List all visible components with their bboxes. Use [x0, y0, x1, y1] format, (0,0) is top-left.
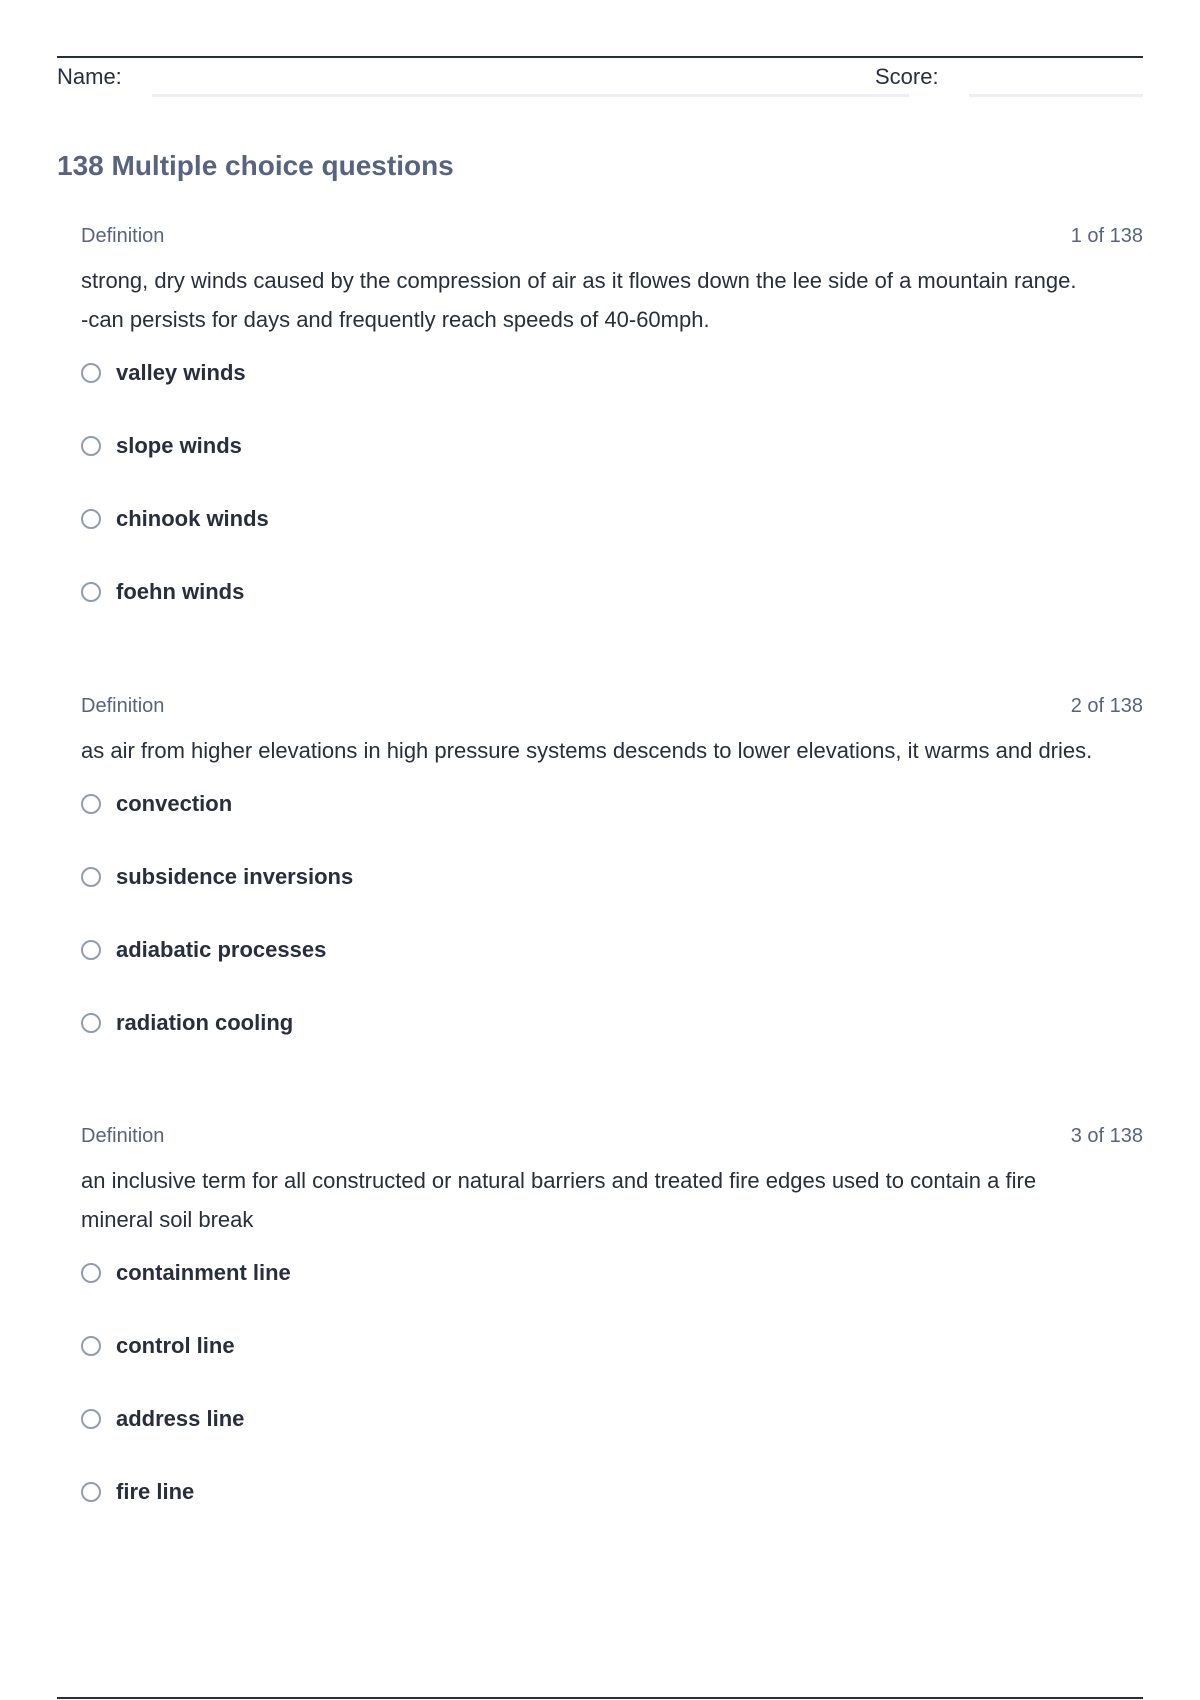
question-type-label: Definition: [81, 225, 165, 247]
answer-option-label: foehn winds: [116, 579, 245, 604]
question-counter: 3 of 138: [1070, 1125, 1143, 1147]
question-type-label: Definition: [81, 695, 165, 717]
question-counter: 1 of 138: [1070, 225, 1143, 247]
question-type-label: Definition: [81, 1125, 165, 1147]
question-prompt: [81, 261, 1121, 339]
score-label: Score:: [875, 64, 939, 89]
name-label: Name:: [57, 64, 122, 89]
answer-option-label: valley winds: [116, 360, 246, 385]
answer-option[interactable]: [81, 357, 1143, 430]
question-prompt: [81, 731, 1121, 770]
answer-option-label: subsidence inversions: [116, 864, 354, 889]
header-row: [57, 58, 1143, 98]
question-header: [81, 225, 1143, 255]
prompt-line: an inclusive term for all constructed or natural barriers and treated fire edges used to contain a fire: [81, 1168, 1037, 1193]
radio-button-icon[interactable]: [81, 509, 101, 529]
radio-button-icon[interactable]: [81, 940, 101, 960]
prompt-line: strong, dry winds caused by the compression of air as it flowes down the lee side of a mountain range.: [81, 268, 1077, 293]
answer-option[interactable]: [81, 1330, 1143, 1403]
answer-option[interactable]: [81, 430, 1143, 503]
radio-button-icon[interactable]: [81, 794, 101, 814]
question-header: [81, 695, 1143, 725]
answer-options: [81, 788, 1143, 1080]
page-title: 138 Multiple choice questions: [57, 150, 454, 181]
radio-button-icon[interactable]: [81, 1263, 101, 1283]
radio-button-icon[interactable]: [81, 867, 101, 887]
prompt-line: as air from higher elevations in high pressure systems descends to lower elevations, it warms and dries.: [81, 738, 1093, 763]
answer-option-label: fire line: [116, 1479, 195, 1504]
prompt-line: mineral soil break: [81, 1207, 254, 1232]
answer-option-label: radiation cooling: [116, 1010, 294, 1035]
answer-option[interactable]: [81, 1403, 1143, 1476]
question-card: [81, 1125, 1143, 1549]
answer-option[interactable]: [81, 1007, 1143, 1080]
prompt-line: -can persists for days and frequently reach speeds of 40-60mph.: [81, 307, 710, 332]
score-field[interactable]: [969, 94, 1143, 97]
radio-button-icon[interactable]: [81, 1409, 101, 1429]
radio-button-icon[interactable]: [81, 1013, 101, 1033]
answer-option[interactable]: [81, 934, 1143, 1007]
answer-option[interactable]: [81, 576, 1143, 649]
answer-option-label: convection: [116, 791, 233, 816]
answer-options: [81, 357, 1143, 649]
radio-button-icon[interactable]: [81, 1336, 101, 1356]
radio-button-icon[interactable]: [81, 363, 101, 383]
answer-option-label: address line: [116, 1406, 245, 1431]
answer-option-label: chinook winds: [116, 506, 269, 531]
radio-button-icon[interactable]: [81, 1482, 101, 1502]
answer-option[interactable]: [81, 503, 1143, 576]
bottom-rule: [57, 1697, 1143, 1699]
answer-option-label: adiabatic processes: [116, 937, 327, 962]
question-header: [81, 1125, 1143, 1155]
answer-options: [81, 1257, 1143, 1549]
answer-option[interactable]: [81, 1257, 1143, 1330]
answer-option-label: slope winds: [116, 433, 242, 458]
name-field[interactable]: [152, 94, 909, 97]
question-card: [81, 695, 1143, 1080]
question-counter: 2 of 138: [1070, 695, 1143, 717]
answer-option-label: control line: [116, 1333, 235, 1358]
radio-button-icon[interactable]: [81, 582, 101, 602]
question-prompt: [81, 1161, 1121, 1239]
answer-option-label: containment line: [116, 1260, 291, 1285]
radio-button-icon[interactable]: [81, 436, 101, 456]
answer-option[interactable]: [81, 788, 1143, 861]
answer-option[interactable]: [81, 861, 1143, 934]
question-card: [81, 225, 1143, 649]
answer-option[interactable]: [81, 1476, 1143, 1549]
